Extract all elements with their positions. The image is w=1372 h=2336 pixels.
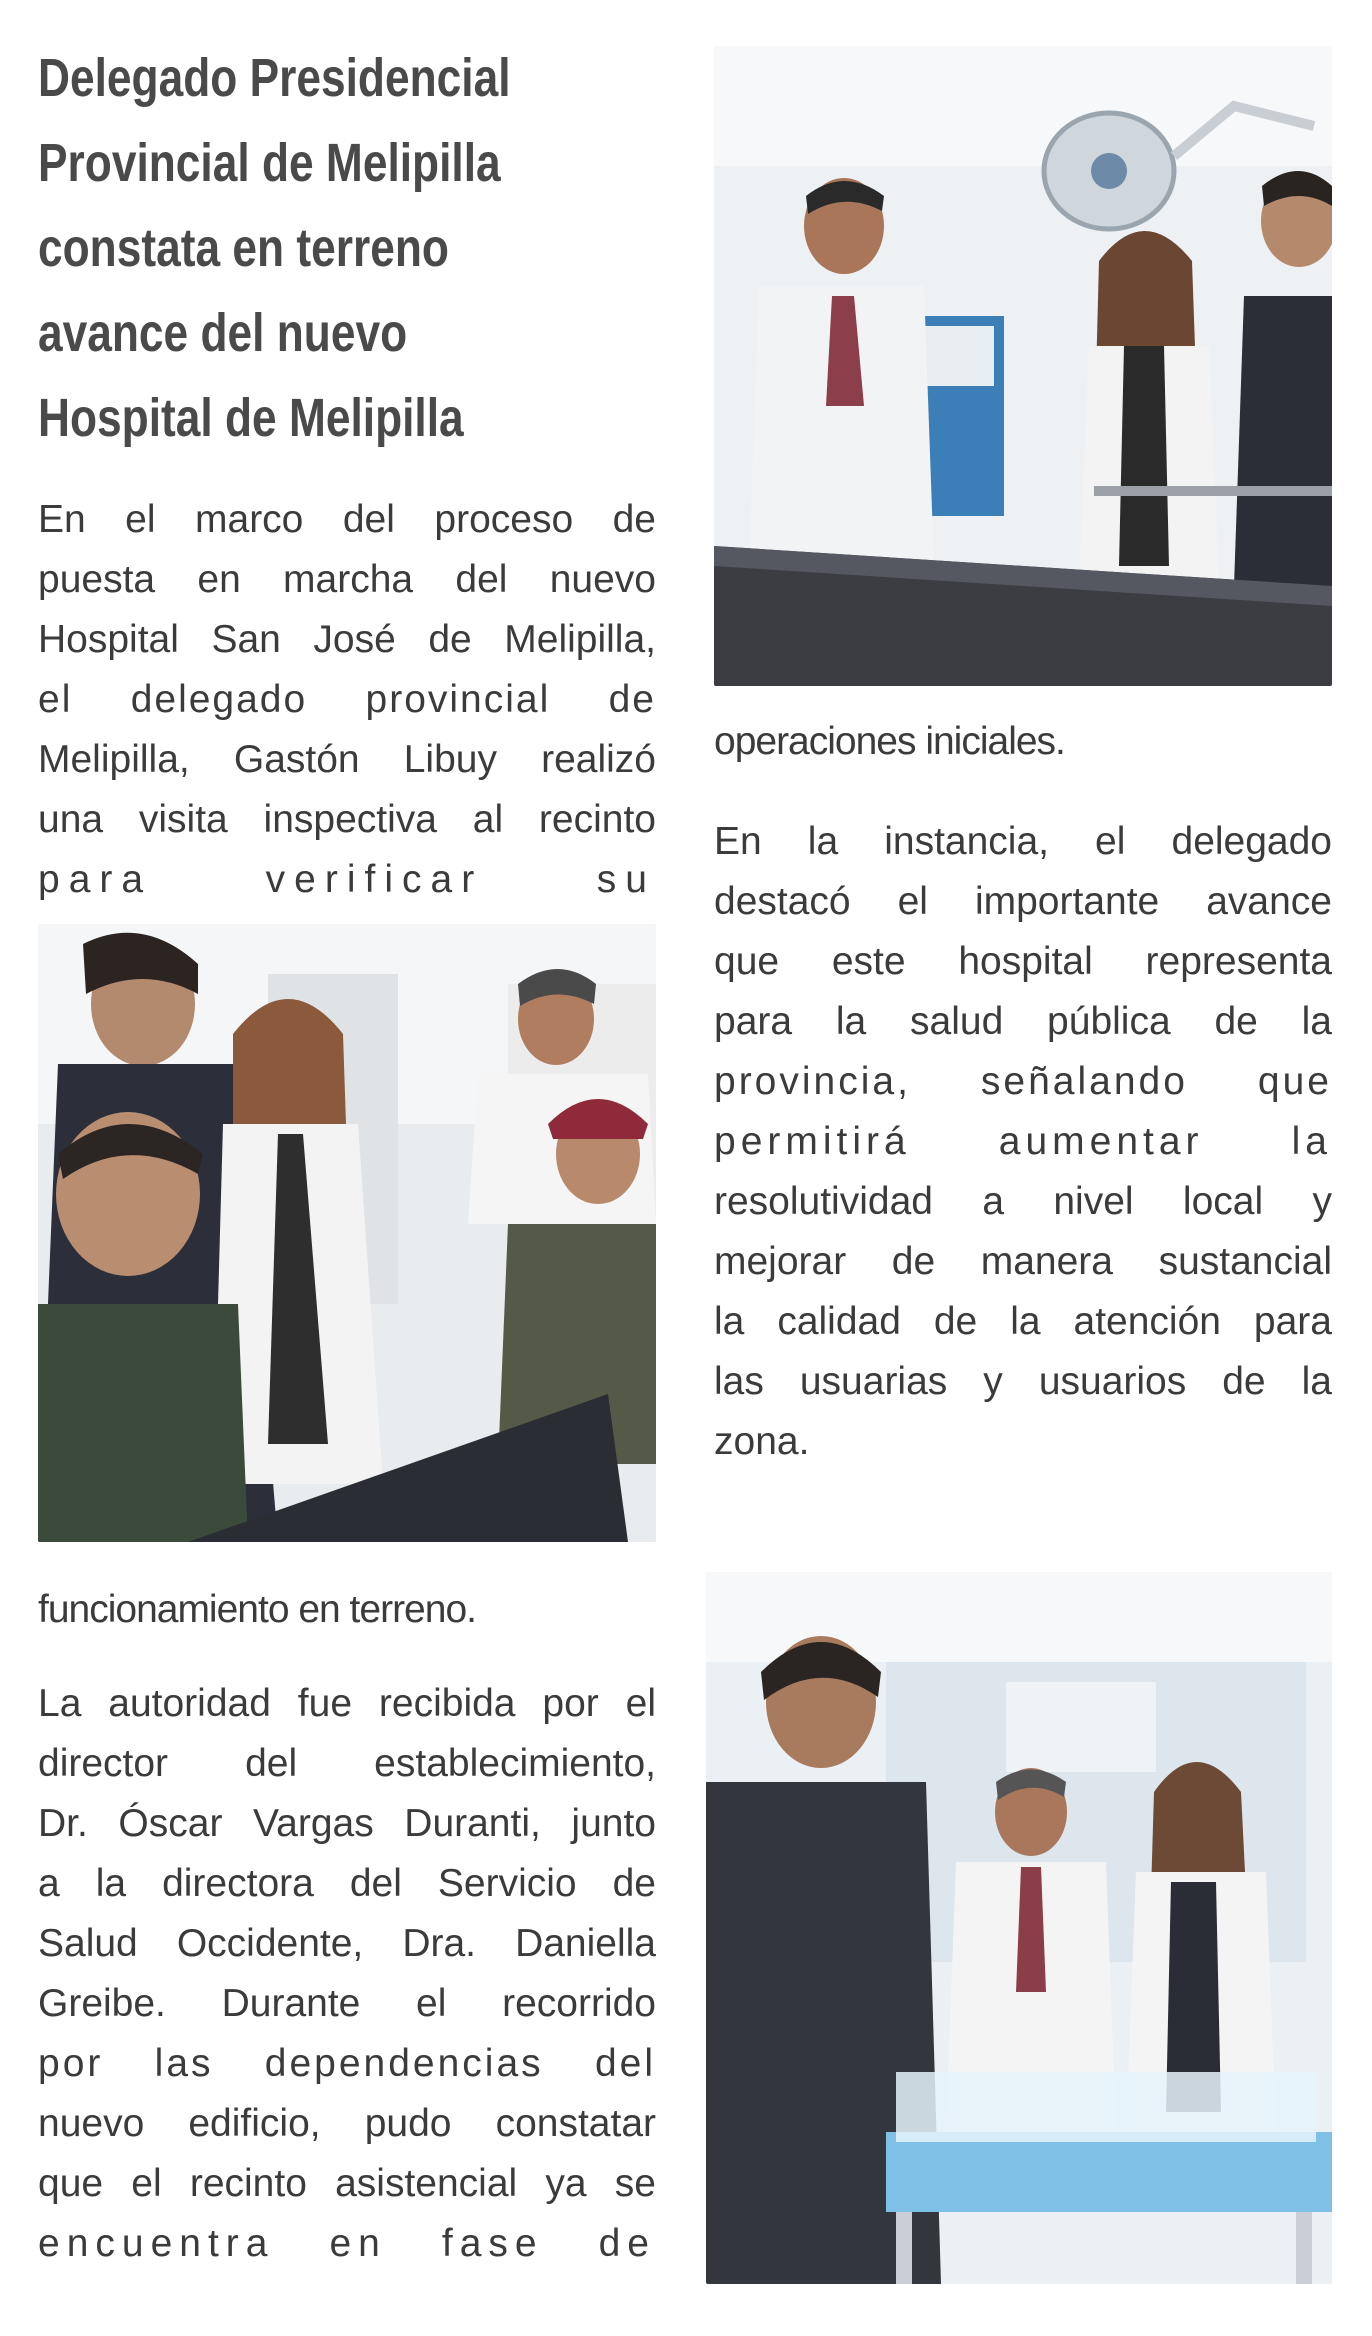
text-line: director del establecimiento, xyxy=(38,1742,656,1785)
text-line: una visita inspectiva al recinto xyxy=(38,798,656,841)
text-line: las usuarias y usuarios de la xyxy=(714,1360,1332,1403)
text-line: operaciones iniciales. xyxy=(714,720,1065,763)
headline-line: Hospital de Melipilla xyxy=(38,388,464,448)
text-line: provincia, señalando que xyxy=(714,1060,1332,1103)
headline-line: constata en terreno xyxy=(38,218,449,278)
photo-delegation-visit xyxy=(38,924,656,1542)
text-line: el delegado provincial de xyxy=(38,678,656,721)
photo-operating-room xyxy=(714,46,1332,686)
text-line: Melipilla, Gastón Libuy realizó xyxy=(38,738,656,781)
text-line: En el marco del proceso de xyxy=(38,498,656,541)
text-line: a la directora del Servicio de xyxy=(38,1862,656,1905)
text-line: por las dependencias del xyxy=(38,2042,656,2085)
text-line: que el recinto asistencial ya se xyxy=(38,2162,656,2205)
headline-line: Provincial de Melipilla xyxy=(38,133,501,193)
text-line: nuevo edificio, pudo constatar xyxy=(38,2102,656,2145)
text-line: Hospital San José de Melipilla, xyxy=(38,618,656,661)
article-headline xyxy=(38,36,563,461)
text-line: La autoridad fue recibida por el xyxy=(38,1682,656,1725)
text-line: para la salud pública de la xyxy=(714,1000,1332,1043)
text-line: Salud Occidente, Dra. Daniella xyxy=(38,1922,656,1965)
text-line: zona. xyxy=(714,1420,810,1463)
text-line: la calidad de la atención para xyxy=(714,1300,1332,1343)
text-line: permitirá aumentar la xyxy=(714,1120,1332,1163)
paragraph-intro xyxy=(38,490,656,910)
text-line: resolutividad a nivel local y xyxy=(714,1180,1332,1223)
text-line: funcionamiento en terreno. xyxy=(38,1588,476,1631)
text-line: En la instancia, el delegado xyxy=(714,820,1332,863)
paragraph-intro-cont xyxy=(38,1580,656,1640)
headline-line: avance del nuevo xyxy=(38,303,408,363)
text-line: que este hospital representa xyxy=(714,940,1332,983)
headline-line: Delegado Presidencial xyxy=(38,48,511,108)
text-line: destacó el importante avance xyxy=(714,880,1332,923)
paragraph-reception-cont xyxy=(714,712,1332,772)
text-line: para verificar su xyxy=(38,858,656,901)
paragraph-statement xyxy=(714,812,1332,1472)
photo-neonatal-room xyxy=(706,1572,1332,2284)
text-line: Greibe. Durante el recorrido xyxy=(38,1982,656,2025)
text-line: encuentra en fase de xyxy=(38,2222,656,2265)
paragraph-reception xyxy=(38,1674,656,2274)
text-line: mejorar de manera sustancial xyxy=(714,1240,1332,1283)
text-line: Dr. Óscar Vargas Duranti, junto xyxy=(38,1802,656,1845)
text-line: puesta en marcha del nuevo xyxy=(38,558,656,601)
